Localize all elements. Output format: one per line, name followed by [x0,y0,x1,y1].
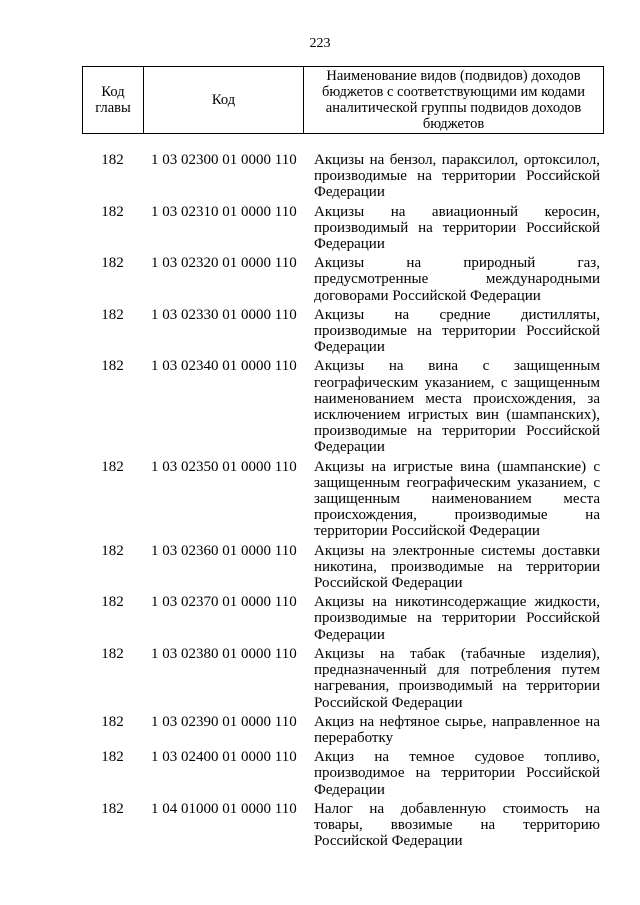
table-body [82,152,604,852]
row-chapter-code: 182 [101,749,124,766]
table-row [82,543,604,592]
table-row [82,204,604,253]
row-chapter-code: 182 [101,306,124,323]
table-row [82,749,604,798]
row-name: Акцизы на авиационный керосин, производимый на территории Российской Федерации [314,203,600,253]
row-chapter-code: 182 [101,713,124,730]
row-chapter-code: 182 [101,800,124,817]
table-row [82,594,604,643]
row-name: Акцизы на табак (табачные изделия), предназначенный для потребления путем нагревания, производимый на территории Российской Федерации [314,645,600,711]
row-code: 1 03 02380 01 0000 110 [151,645,297,662]
row-code: 1 03 02300 01 0000 110 [151,152,297,168]
table-row [82,358,604,455]
row-chapter-code: 182 [101,358,124,375]
row-name: Акциз на нефтяное сырье, направленное на переработку [314,713,600,746]
row-name: Акцизы на природный газ, предусмотренные международными договорами Российской Федерации [314,255,600,304]
row-chapter-code: 182 [101,594,124,611]
header-code: Код [144,67,304,133]
row-code: 1 03 02320 01 0000 110 [151,255,297,272]
page-number: 223 [309,36,331,51]
row-code: 1 03 02310 01 0000 110 [151,203,297,220]
row-code: 1 03 02360 01 0000 110 [151,542,297,559]
table-row [82,646,604,711]
row-name: Акциз на темное судовое топливо, производимое на территории Российской Федерации [314,749,600,798]
header-name: Наименование видов (подвидов) доходов бюджетов с соответствующими им кодами аналитической группы подвидов доходов бюджетов [322,68,585,132]
row-chapter-code: 182 [101,255,124,272]
row-name: Акцизы на средние дистилляты, производимые на территории Российской Федерации [314,306,600,356]
table-row [82,307,604,356]
row-code: 1 03 02350 01 0000 110 [151,458,297,475]
table-row [82,801,604,850]
row-chapter-code: 182 [101,458,124,475]
row-chapter-code: 182 [101,542,124,559]
row-code: 1 03 02390 01 0000 110 [151,713,297,730]
table-row [82,152,604,201]
row-name: Акцизы на электронные системы доставки никотина, производимые на территории Российской Федерации [314,542,600,592]
row-chapter-code: 182 [101,645,124,662]
row-name: Налог на добавленную стоимость на товары, ввозимые на территорию Российской Федерации [314,800,600,850]
row-code: 1 03 02400 01 0000 110 [151,749,297,766]
table-header [82,66,604,134]
row-name: Акцизы на вина с защищенным географическим указанием, с защищенным наименованием места происхождения, за исключением игристых вин (шампанских), производимые на территории Российской Федерации [314,358,600,456]
row-code: 1 04 01000 01 0000 110 [151,800,297,817]
table-row [82,714,604,746]
row-name: Акцизы на игристые вина (шампанские) с защищенным географическим указанием, с защищенным наименованием места происхождения, производимые на территории Российской Федерации [314,458,600,540]
row-code: 1 03 02370 01 0000 110 [151,594,297,611]
row-name: Акцизы на бензол, параксилол, ортоксилол, производимые на территории Российской Федерации [314,152,600,201]
header-chapter-code: Код главы [83,67,144,133]
row-chapter-code: 182 [101,203,124,220]
row-code: 1 03 02340 01 0000 110 [151,358,297,375]
table-row [82,255,604,304]
row-name: Акцизы на никотинсодержащие жидкости, производимые на территории Российской Федерации [314,594,600,643]
row-code: 1 03 02330 01 0000 110 [151,306,297,323]
row-chapter-code: 182 [101,152,124,168]
table-row [82,459,604,540]
